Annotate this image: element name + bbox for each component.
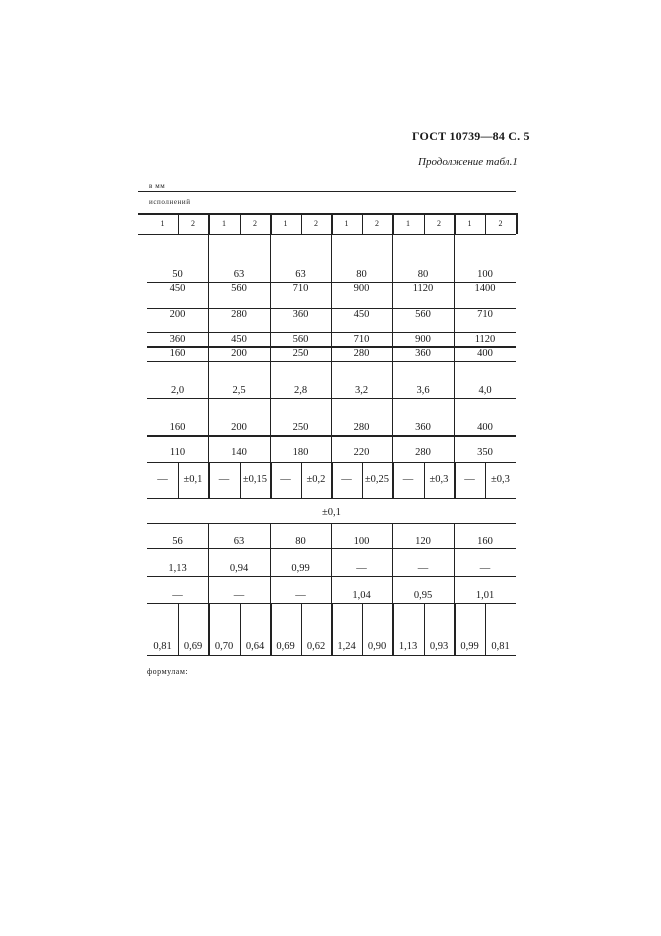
table-cell: 400: [477, 422, 493, 433]
table-cell: —: [479, 563, 491, 574]
table-cell: —: [356, 563, 367, 574]
table-cell: 220: [353, 447, 370, 458]
table-cell: 1,13: [398, 641, 418, 652]
table-cell: 0,69: [183, 641, 203, 652]
table-cell: 4,0: [478, 385, 492, 396]
table-cell: 63: [233, 269, 245, 280]
table-cell: 110: [169, 447, 186, 458]
column-number: 1: [406, 219, 410, 228]
tolerance-cell: —: [402, 474, 414, 485]
page-title: ГОСТ 10739—84 С. 5: [412, 129, 530, 143]
table-rule: [138, 213, 516, 215]
table-cell: 250: [292, 422, 309, 433]
table-cell: 140: [231, 447, 247, 458]
table-cell: 160: [169, 348, 186, 359]
table-cell: 180: [292, 447, 309, 458]
table-cell: 710: [353, 334, 370, 345]
table-cell: 560: [231, 283, 247, 294]
table-cell: 100: [353, 536, 370, 547]
table-column-rule: [516, 213, 518, 234]
table-cell: 80: [417, 269, 429, 280]
table-cell: 710: [477, 309, 493, 320]
table-cell: 360: [415, 422, 431, 433]
column-number: 1: [283, 219, 288, 228]
table-cell: 0,94: [229, 563, 249, 574]
tolerance-cell: ±0,3: [491, 474, 510, 485]
tolerance-cell: ±0,2: [306, 474, 326, 485]
table-cell: 280: [353, 348, 370, 359]
table-cell: 0,81: [153, 641, 172, 652]
tolerance-cell: ±0,25: [364, 474, 390, 485]
table-cell: 3,6: [416, 385, 430, 396]
table-cell: 0,70: [214, 641, 234, 652]
table-rule: [147, 498, 516, 499]
table-cell: 560: [292, 334, 309, 345]
table-cell: 1,04: [352, 590, 371, 601]
table-cell: 120: [415, 536, 431, 547]
table-cell: 0,69: [276, 641, 295, 652]
table-cell: 0,64: [245, 641, 265, 652]
table-cell: 3,2: [354, 385, 369, 396]
table-cell: 1,24: [337, 641, 356, 652]
column-number: 1: [344, 219, 349, 228]
table-rule: [138, 234, 516, 235]
table-cell: 0,81: [491, 641, 510, 652]
table-cell: 0,99: [460, 641, 479, 652]
table-cell: 450: [353, 309, 370, 320]
table-cell: 360: [415, 348, 431, 359]
table-cell: 160: [477, 536, 493, 547]
tolerance-cell: —: [157, 474, 168, 485]
table-cell: 1120: [412, 283, 434, 294]
table-cell: 200: [231, 348, 247, 359]
column-number: 2: [314, 219, 318, 228]
table-cell: 1400: [474, 283, 496, 294]
table-cell: 80: [356, 269, 367, 280]
tolerance-cell: ±0,15: [242, 474, 268, 485]
table-cell: 900: [353, 283, 370, 294]
column-number: 2: [191, 219, 195, 228]
table-continuation-label: Продолжение табл.1: [418, 156, 518, 168]
column-number: 2: [498, 219, 503, 228]
table-cell: 2,8: [293, 385, 308, 396]
table-cell: 250: [292, 348, 309, 359]
table-rule: [138, 191, 516, 192]
table-cell: 0,99: [291, 563, 310, 574]
table-cell: 280: [231, 309, 247, 320]
table-cell: 350: [477, 447, 493, 458]
column-number: 2: [375, 219, 379, 228]
table-cell: 360: [169, 334, 186, 345]
table-cell: 0,62: [306, 641, 326, 652]
table-cell: 100: [477, 269, 493, 280]
table-cell: 63: [233, 536, 245, 547]
tolerance-cell: —: [218, 474, 230, 485]
table-cell: 2,5: [232, 385, 246, 396]
table-cell: —: [295, 590, 306, 601]
column-number: 1: [222, 219, 226, 228]
table-cell: 0,93: [429, 641, 449, 652]
unit-note: в мм: [149, 182, 166, 190]
table-rule: [147, 655, 516, 656]
column-number: 2: [437, 219, 441, 228]
column-number: 2: [253, 219, 257, 228]
table-cell: —: [417, 563, 429, 574]
tolerance-cell: ±0,1: [183, 474, 203, 485]
table-cell: 200: [169, 309, 186, 320]
table-cell: 80: [295, 536, 306, 547]
tolerance-cell: —: [280, 474, 291, 485]
tolerance-cell: —: [464, 474, 475, 485]
table-cell: 400: [477, 348, 493, 359]
column-number: 1: [467, 219, 472, 228]
table-cell: 360: [292, 309, 309, 320]
table-cell: 1,01: [475, 590, 495, 601]
table-cell: 160: [169, 422, 186, 433]
table-cell: 0,90: [367, 641, 387, 652]
table-cell: 450: [231, 334, 247, 345]
table-cell: 50: [172, 269, 183, 280]
table-cell: 200: [231, 422, 247, 433]
table-cell: 450: [169, 283, 186, 294]
table-cell: 56: [172, 536, 183, 547]
table-cell: 280: [353, 422, 370, 433]
table-cell: 63: [295, 269, 306, 280]
table-cell: —: [233, 590, 245, 601]
table-cell: 900: [415, 334, 431, 345]
tolerance-cell: —: [341, 474, 352, 485]
table-cell: 1120: [474, 334, 496, 345]
table-cell: 1,13: [168, 563, 187, 574]
group-label: исполнений: [149, 198, 191, 206]
table-cell: 2,0: [170, 385, 185, 396]
footer-text: формулам:: [147, 667, 189, 676]
table-cell: —: [172, 590, 183, 601]
table-cell: 710: [292, 283, 309, 294]
table-cell: 0,95: [413, 590, 433, 601]
table-cell-spanning: ±0,1: [322, 507, 341, 518]
tolerance-cell: ±0,3: [429, 474, 449, 485]
table-cell: 280: [415, 447, 431, 458]
table-cell: 560: [415, 309, 431, 320]
column-number: 1: [160, 219, 165, 228]
